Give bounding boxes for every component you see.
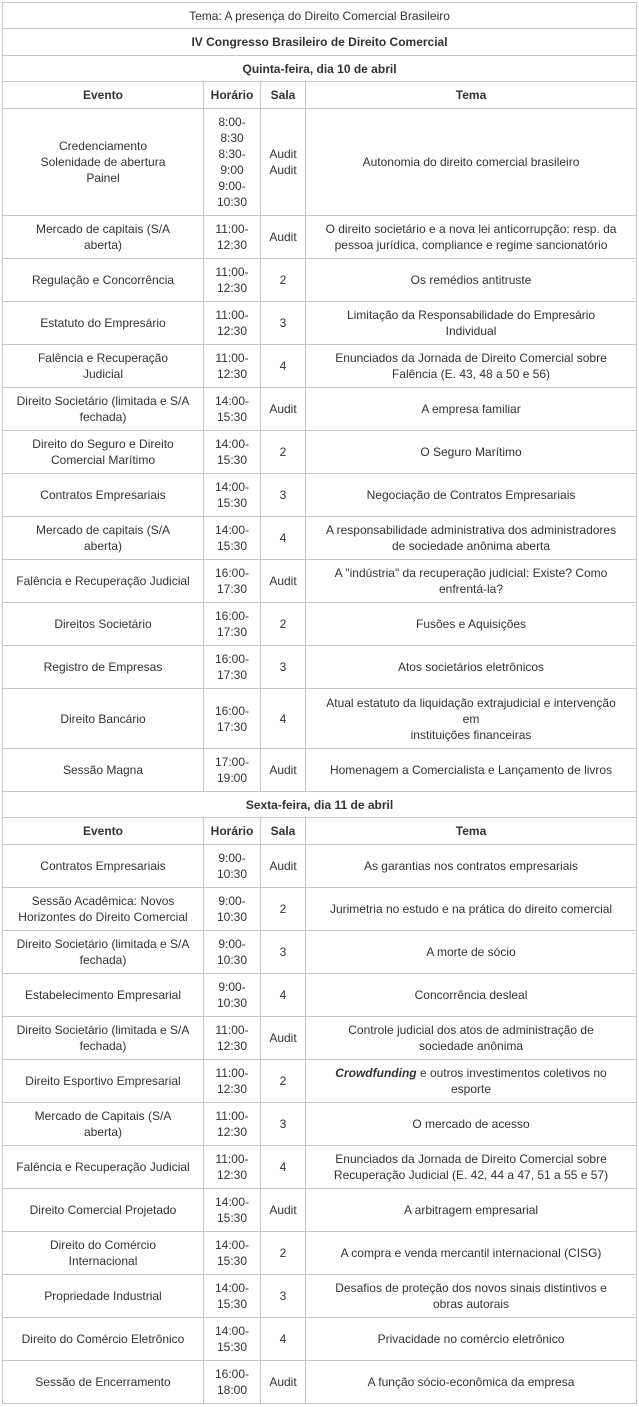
session-horario: 8:00- 8:30 8:30- 9:00 9:00- 10:30 <box>204 109 261 216</box>
session-horario: 9:00- 10:30 <box>204 845 261 888</box>
session-tema: Limitação da Responsabilidade do Empresário Individual <box>306 302 637 345</box>
session-tema: Privacidade no comércio eletrônico <box>306 1318 637 1361</box>
column-header-sala: Sala <box>261 82 306 109</box>
session-horario: 9:00- 10:30 <box>204 888 261 931</box>
session-row <box>3 388 637 431</box>
session-sala: 3 <box>261 302 306 345</box>
session-sala: 3 <box>261 931 306 974</box>
session-row <box>3 216 637 259</box>
congress-title: IV Congresso Brasileiro de Direito Comercial <box>3 29 637 56</box>
session-row <box>3 1232 637 1275</box>
session-horario: 11:00- 12:30 <box>204 302 261 345</box>
session-tema: O direito societário e a nova lei anticorrupção: resp. da pessoa jurídica, compliance e regime sancionatório <box>306 216 637 259</box>
session-row <box>3 1146 637 1189</box>
session-evento: Falência e Recuperação Judicial <box>3 345 204 388</box>
session-tema: O Seguro Marítimo <box>306 431 637 474</box>
session-sala: 3 <box>261 646 306 689</box>
session-row <box>3 1017 637 1060</box>
session-evento: Contratos Empresariais <box>3 474 204 517</box>
column-header-sala: Sala <box>261 818 306 845</box>
session-sala: 3 <box>261 1275 306 1318</box>
session-evento: Direito Societário (limitada e S/A fechada) <box>3 1017 204 1060</box>
session-evento: Mercado de Capitais (S/A aberta) <box>3 1103 204 1146</box>
session-sala: 4 <box>261 1318 306 1361</box>
session-sala: 4 <box>261 974 306 1017</box>
session-sala: 4 <box>261 1146 306 1189</box>
session-sala: Audit <box>261 749 306 792</box>
session-horario: 11:00- 12:30 <box>204 1017 261 1060</box>
session-horario: 11:00- 12:30 <box>204 1103 261 1146</box>
session-sala: 4 <box>261 517 306 560</box>
session-evento: Direito Societário (limitada e S/A fechada) <box>3 931 204 974</box>
day-row <box>3 792 637 818</box>
schedule-table <box>2 2 637 1404</box>
session-row <box>3 1275 637 1318</box>
column-header-evento: Evento <box>3 82 204 109</box>
session-tema: A compra e venda mercantil internacional (CISG) <box>306 1232 637 1275</box>
session-row <box>3 1103 637 1146</box>
session-evento: Contratos Empresariais <box>3 845 204 888</box>
session-tema: Concorrência desleal <box>306 974 637 1017</box>
session-evento: Regulação e Concorrência <box>3 259 204 302</box>
session-horario: 16:00- 18:00 <box>204 1361 261 1404</box>
session-tema: Enunciados da Jornada de Direito Comercial sobre Falência (E. 43, 48 a 50 e 56) <box>306 345 637 388</box>
session-sala: Audit <box>261 845 306 888</box>
session-sala: 2 <box>261 1232 306 1275</box>
session-sala: 2 <box>261 431 306 474</box>
column-header-horario: Horário <box>204 818 261 845</box>
session-sala: Audit <box>261 1017 306 1060</box>
session-row <box>3 689 637 749</box>
session-horario: 16:00- 17:30 <box>204 560 261 603</box>
session-row <box>3 974 637 1017</box>
session-row <box>3 259 637 302</box>
session-horario: 9:00- 10:30 <box>204 931 261 974</box>
session-horario: 17:00- 19:00 <box>204 749 261 792</box>
session-tema <box>306 1060 637 1103</box>
session-tema: O mercado de acesso <box>306 1103 637 1146</box>
session-horario: 14:00- 15:30 <box>204 1318 261 1361</box>
session-horario: 14:00- 15:30 <box>204 1275 261 1318</box>
session-row <box>3 749 637 792</box>
session-sala: 2 <box>261 603 306 646</box>
session-sala: Audit <box>261 388 306 431</box>
session-horario: 11:00- 12:30 <box>204 345 261 388</box>
session-row <box>3 1361 637 1404</box>
session-row <box>3 517 637 560</box>
session-tema: Autonomia do direito comercial brasileiro <box>306 109 637 216</box>
session-row <box>3 1318 637 1361</box>
session-evento: Falência e Recuperação Judicial <box>3 1146 204 1189</box>
title-row <box>3 3 637 29</box>
session-evento: Direito Esportivo Empresarial <box>3 1060 204 1103</box>
column-header-horario: Horário <box>204 82 261 109</box>
session-tema: Enunciados da Jornada de Direito Comercial sobre Recuperação Judicial (E. 42, 44 a 47, 51 a 55 e 57) <box>306 1146 637 1189</box>
session-sala: 2 <box>261 259 306 302</box>
session-row <box>3 845 637 888</box>
session-tema: Os remédios antitruste <box>306 259 637 302</box>
session-sala: Audit <box>261 216 306 259</box>
session-evento: Direito Comercial Projetado <box>3 1189 204 1232</box>
session-row <box>3 474 637 517</box>
session-sala: 2 <box>261 888 306 931</box>
session-sala: Audit <box>261 1189 306 1232</box>
session-horario: 14:00- 15:30 <box>204 431 261 474</box>
session-sala: 3 <box>261 474 306 517</box>
session-evento: Direito Bancário <box>3 689 204 749</box>
session-tema: A função sócio-econômica da empresa <box>306 1361 637 1404</box>
session-tema: Controle judicial dos atos de administração de sociedade anônima <box>306 1017 637 1060</box>
column-header-row <box>3 818 637 845</box>
session-sala: Audit <box>261 560 306 603</box>
session-evento: Sessão Magna <box>3 749 204 792</box>
session-evento: Direito do Comércio Eletrônico <box>3 1318 204 1361</box>
session-horario: 11:00- 12:30 <box>204 259 261 302</box>
session-row <box>3 560 637 603</box>
session-evento: Propriedade Industrial <box>3 1275 204 1318</box>
session-row <box>3 646 637 689</box>
session-tema: Atos societários eletrônicos <box>306 646 637 689</box>
session-evento: Mercado de capitais (S/A aberta) <box>3 216 204 259</box>
session-row <box>3 603 637 646</box>
session-evento: Estabelecimento Empresarial <box>3 974 204 1017</box>
session-horario: 14:00- 15:30 <box>204 1189 261 1232</box>
session-evento: Direitos Societário <box>3 603 204 646</box>
column-header-evento: Evento <box>3 818 204 845</box>
session-row <box>3 888 637 931</box>
session-evento: Direito do Comércio Internacional <box>3 1232 204 1275</box>
session-evento: Sessão Acadêmica: Novos Horizontes do Direito Comercial <box>3 888 204 931</box>
session-horario: 9:00- 10:30 <box>204 974 261 1017</box>
session-tema: A morte de sócio <box>306 931 637 974</box>
session-tema: Fusões e Aquisições <box>306 603 637 646</box>
session-row <box>3 302 637 345</box>
session-sala: 4 <box>261 689 306 749</box>
session-evento: Mercado de capitais (S/A aberta) <box>3 517 204 560</box>
session-tema-emphasis: Crowdfunding <box>335 1066 417 1080</box>
session-tema: Negociação de Contratos Empresariais <box>306 474 637 517</box>
session-horario: 14:00- 15:30 <box>204 388 261 431</box>
session-sala: Audit Audit <box>261 109 306 216</box>
session-tema: A empresa familiar <box>306 388 637 431</box>
session-tema: Jurimetria no estudo e na prática do direito comercial <box>306 888 637 931</box>
day-heading: Quinta-feira, dia 10 de abril <box>3 56 637 82</box>
session-evento: Falência e Recuperação Judicial <box>3 560 204 603</box>
column-header-row <box>3 82 637 109</box>
session-tema: A arbitragem empresarial <box>306 1189 637 1232</box>
session-evento: Sessão de Encerramento <box>3 1361 204 1404</box>
session-horario: 11:00- 12:30 <box>204 1146 261 1189</box>
session-horario: 14:00- 15:30 <box>204 474 261 517</box>
session-horario: 16:00- 17:30 <box>204 646 261 689</box>
session-tema: As garantias nos contratos empresariais <box>306 845 637 888</box>
session-evento: Direito Societário (limitada e S/A fechada) <box>3 388 204 431</box>
session-sala: 3 <box>261 1103 306 1146</box>
event-theme: Tema: A presença do Direito Comercial Brasileiro <box>3 3 637 29</box>
session-tema: Homenagem a Comercialista e Lançamento de livros <box>306 749 637 792</box>
session-horario: 16:00- 17:30 <box>204 603 261 646</box>
congress-row <box>3 29 637 56</box>
session-horario: 11:00- 12:30 <box>204 216 261 259</box>
session-row <box>3 345 637 388</box>
session-tema: Atual estatuto da liquidação extrajudicial e intervenção em instituições financeiras <box>306 689 637 749</box>
session-sala: 2 <box>261 1060 306 1103</box>
session-horario: 16:00- 17:30 <box>204 689 261 749</box>
session-row <box>3 431 637 474</box>
session-sala: 4 <box>261 345 306 388</box>
session-row <box>3 931 637 974</box>
session-row <box>3 1189 637 1232</box>
day-heading: Sexta-feira, dia 11 de abril <box>3 792 637 818</box>
session-horario: 14:00- 15:30 <box>204 517 261 560</box>
session-row <box>3 109 637 216</box>
session-sala: Audit <box>261 1361 306 1404</box>
session-tema: A responsabilidade administrativa dos administradores de sociedade anônima aberta <box>306 517 637 560</box>
session-tema: A "indústria" da recuperação judicial: Existe? Como enfrentá-la? <box>306 560 637 603</box>
session-evento: Direito do Seguro e Direito Comercial Marítimo <box>3 431 204 474</box>
column-header-tema: Tema <box>306 818 637 845</box>
session-evento: Estatuto do Empresário <box>3 302 204 345</box>
session-horario: 11:00- 12:30 <box>204 1060 261 1103</box>
session-evento: Credenciamento Solenidade de abertura Painel <box>3 109 204 216</box>
day-row <box>3 56 637 82</box>
session-evento: Registro de Empresas <box>3 646 204 689</box>
session-row <box>3 1060 637 1103</box>
session-tema: Desafios de proteção dos novos sinais distintivos e obras autorais <box>306 1275 637 1318</box>
session-tema-text: e outros investimentos coletivos no esporte <box>419 1066 607 1096</box>
column-header-tema: Tema <box>306 82 637 109</box>
session-horario: 14:00- 15:30 <box>204 1232 261 1275</box>
